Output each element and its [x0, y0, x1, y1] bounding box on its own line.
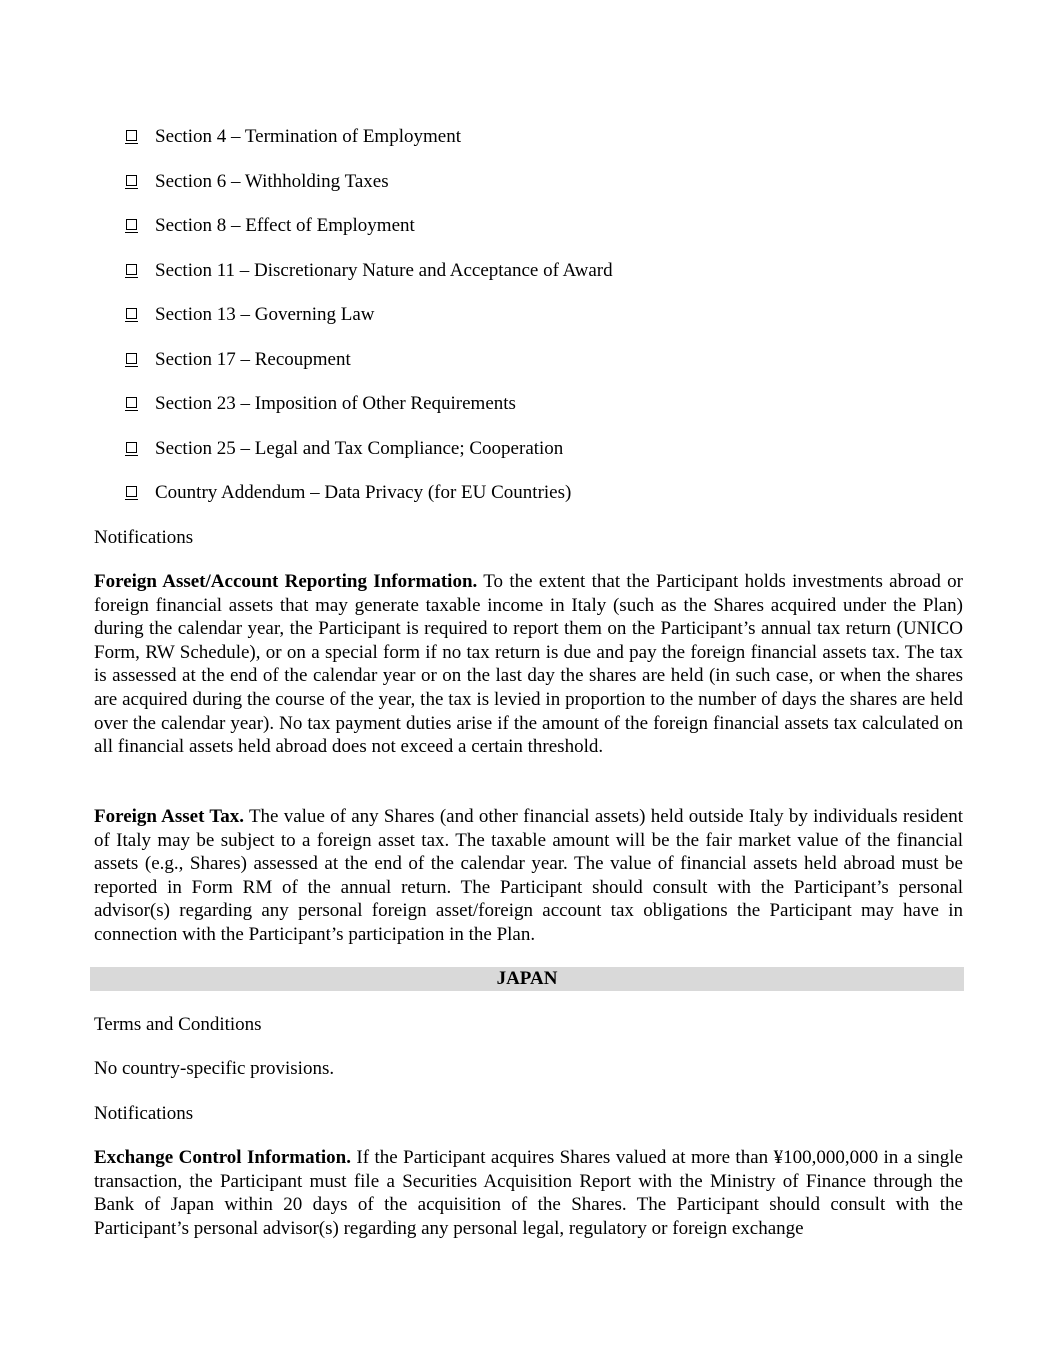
checklist-item-label: Country Addendum – Data Privacy (for EU Countries) [155, 482, 572, 503]
checkbox-icon [126, 397, 137, 408]
checklist-item-label: Section 17 – Recoupment [155, 349, 351, 370]
checkbox-icon [126, 442, 137, 453]
paragraph-body: If the Participant acquires Shares valued at more than ¥100,000,000 in a single transaction, the Participant must file a Securities Acquisition Report with the Ministry of Finance through the Bank of Japan within 20 days of the acquisition of the Shares. The Participant should consult with the Participant’s personal advisor(s) regarding any personal legal, regulatory or foreign exchange [94, 1147, 963, 1239]
checkbox-icon [126, 264, 137, 275]
checklist-item-label: Section 8 – Effect of Employment [155, 215, 415, 236]
paragraph-title: Foreign Asset/Account Reporting Information. [94, 571, 478, 592]
checklist-item-label: Section 23 – Imposition of Other Requirements [155, 393, 516, 414]
checklist-item-label: Section 25 – Legal and Tax Compliance; Cooperation [155, 438, 564, 459]
checkbox-icon [126, 486, 137, 497]
italy-notifications-heading: Notifications [94, 527, 194, 548]
foreign-asset-tax-paragraph [94, 805, 963, 947]
checkbox-icon [126, 308, 137, 319]
checkbox-icon [126, 219, 137, 230]
japan-notifications-heading: Notifications [94, 1103, 194, 1124]
paragraph-body: To the extent that the Participant holds investments abroad or foreign financial assets that may generate taxable income in Italy (such as the Shares acquired under the Plan) during the calendar year, the Participant is required to report them on the Participant’s annual tax return (UNICO Form, RW Schedule), or on a special form if no tax return is due and pay the foreign financial assets tax. The tax is assessed at the end of the calendar year or on the last day the shares are held (in such case, or when the shares are acquired during the course of the year, the tax is levied in proportion to the number of days the shares are held over the calendar year). No tax payment duties arise if the amount of the foreign financial assets tax calculated on all financial assets held abroad does not exceed a certain threshold. [94, 571, 964, 758]
checklist-item-label: Section 4 – Termination of Employment [155, 126, 461, 147]
foreign-asset-reporting-paragraph [94, 570, 963, 759]
exchange-control-paragraph [94, 1146, 963, 1240]
checklist-item-label: Section 11 – Discretionary Nature and Acceptance of Award [155, 260, 613, 281]
checkbox-icon [126, 130, 137, 141]
paragraph-body: The value of any Shares (and other financial assets) held outside Italy by individuals resident of Italy may be subject to a foreign asset tax. The taxable amount will be the fair market value of the financial assets (e.g., Shares) assessed at the end of the calendar year. The value of financial assets held abroad must be reported in Form RM of the annual return. The Participant should consult with the Participant’s personal advisor(s) regarding any personal foreign asset/foreign account tax obligations the Participant may have in connection with the Participant’s participation in the Plan. [94, 806, 963, 945]
japan-terms-heading: Terms and Conditions [94, 1014, 262, 1035]
checklist-item-label: Section 6 – Withholding Taxes [155, 171, 389, 192]
paragraph-title: Exchange Control Information. [94, 1147, 351, 1168]
country-header-japan: JAPAN [90, 967, 964, 991]
japan-no-provisions: No country-specific provisions. [94, 1058, 335, 1079]
checkbox-icon [126, 175, 137, 186]
paragraph-title: Foreign Asset Tax. [94, 806, 245, 827]
checkbox-icon [126, 353, 137, 364]
checklist-item-label: Section 13 – Governing Law [155, 304, 375, 325]
